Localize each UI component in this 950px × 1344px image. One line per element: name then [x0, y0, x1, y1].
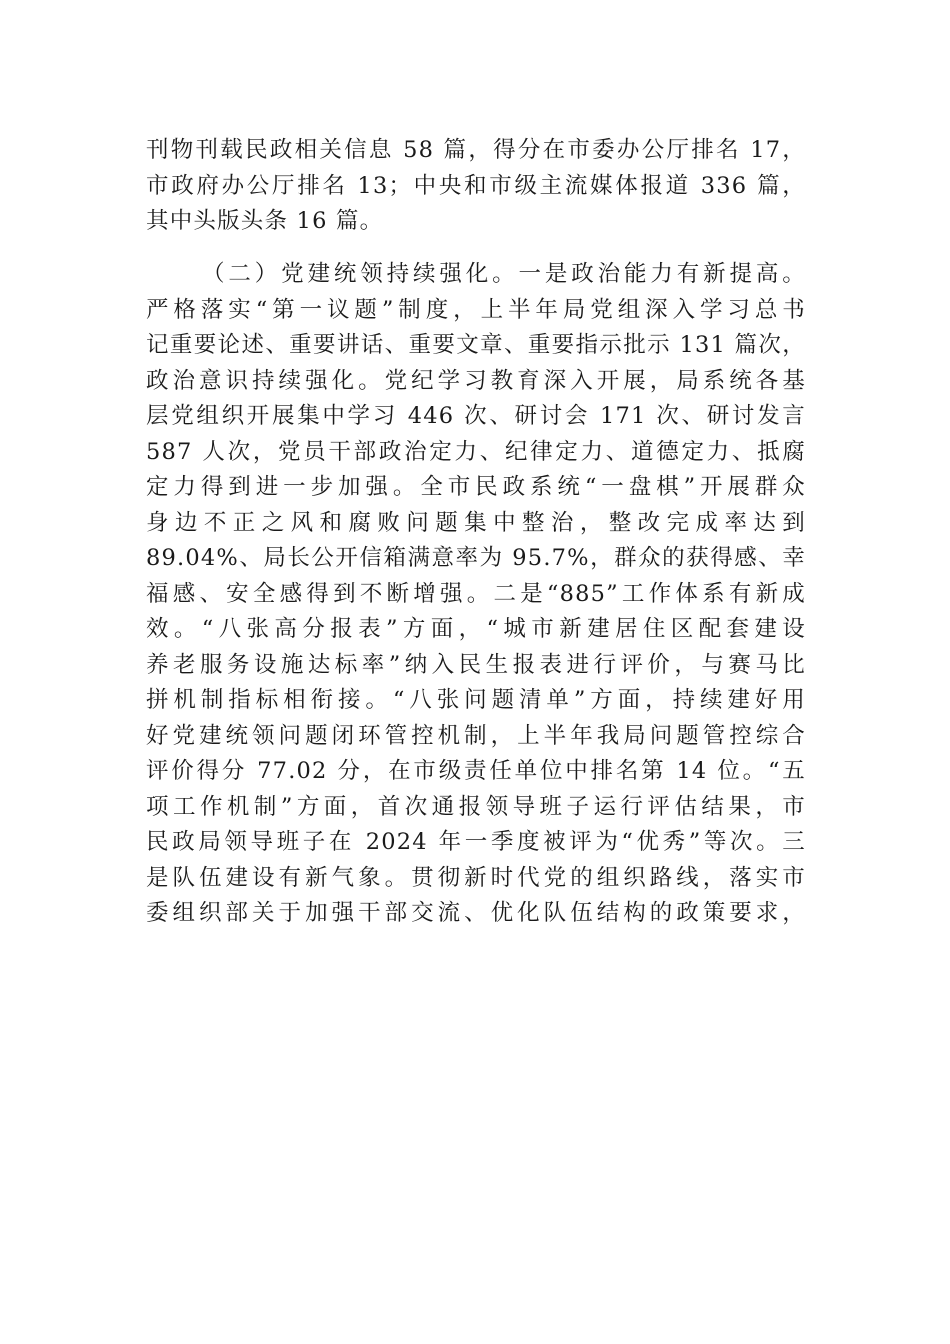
text-line: 市政府办公厅排名 13；中央和市级主流媒体报道 336 篇， [146, 172, 806, 199]
text-line: 89.04%、局长公开信箱满意率为 95.7%，群众的获得感、幸 [146, 545, 806, 571]
text-line: 层党组织开展集中学习 446 次、研讨会 171 次、研讨发言 [146, 403, 806, 429]
text-line: 严格落实“第一议题”制度，上半年局党组深入学习总书 [146, 296, 806, 323]
text-line: 刊物刊载民政相关信息 58 篇，得分在市委办公厅排名 17， [146, 137, 806, 163]
text-line: 好党建统领问题闭环管控机制，上半年我局问题管控综合 [146, 722, 806, 749]
text-line: 效。“八张高分报表”方面，“城市新建居住区配套建设 [146, 616, 806, 642]
text-line: 587 人次，党员干部政治定力、纪律定力、道德定力、抵腐 [146, 438, 806, 465]
paragraph-1 [146, 133, 806, 240]
text-line: 定力得到进一步加强。全市民政系统“一盘棋”开展群众 [146, 474, 806, 500]
text-line: 福感、安全感得到不断增强。二是“885”工作体系有新成 [146, 580, 806, 607]
text-line: 政治意识持续强化。党纪学习教育深入开展，局系统各基 [146, 367, 806, 394]
text-line: 记重要论述、重要讲话、重要文章、重要指示批示 131 篇次， [146, 332, 806, 358]
text-line: 拼机制指标相衔接。“八张问题清单”方面，持续建好用 [146, 687, 806, 713]
text-line: 民政局领导班子在 2024 年一季度被评为“优秀”等次。三 [146, 829, 806, 855]
text-line: 养老服务设施达标率”纳入民生报表进行评价，与赛马比 [146, 651, 806, 678]
text-line: （二）党建统领持续强化。一是政治能力有新提高。 [202, 261, 806, 287]
text-line: 是队伍建设有新气象。贯彻新时代党的组织路线，落实市 [146, 864, 806, 891]
text-line: 项工作机制”方面，首次通报领导班子运行评估结果，市 [146, 793, 806, 820]
text-line: 评价得分 77.02 分，在市级责任单位中排名第 14 位。“五 [146, 758, 806, 784]
paragraph-2 [146, 257, 806, 932]
text-line: 其中头版头条 16 篇。 [146, 208, 384, 234]
text-line: 委组织部关于加强干部交流、优化队伍结构的政策要求， [146, 900, 806, 926]
text-line: 身边不正之风和腐败问题集中整治，整改完成率达到 [146, 509, 806, 536]
